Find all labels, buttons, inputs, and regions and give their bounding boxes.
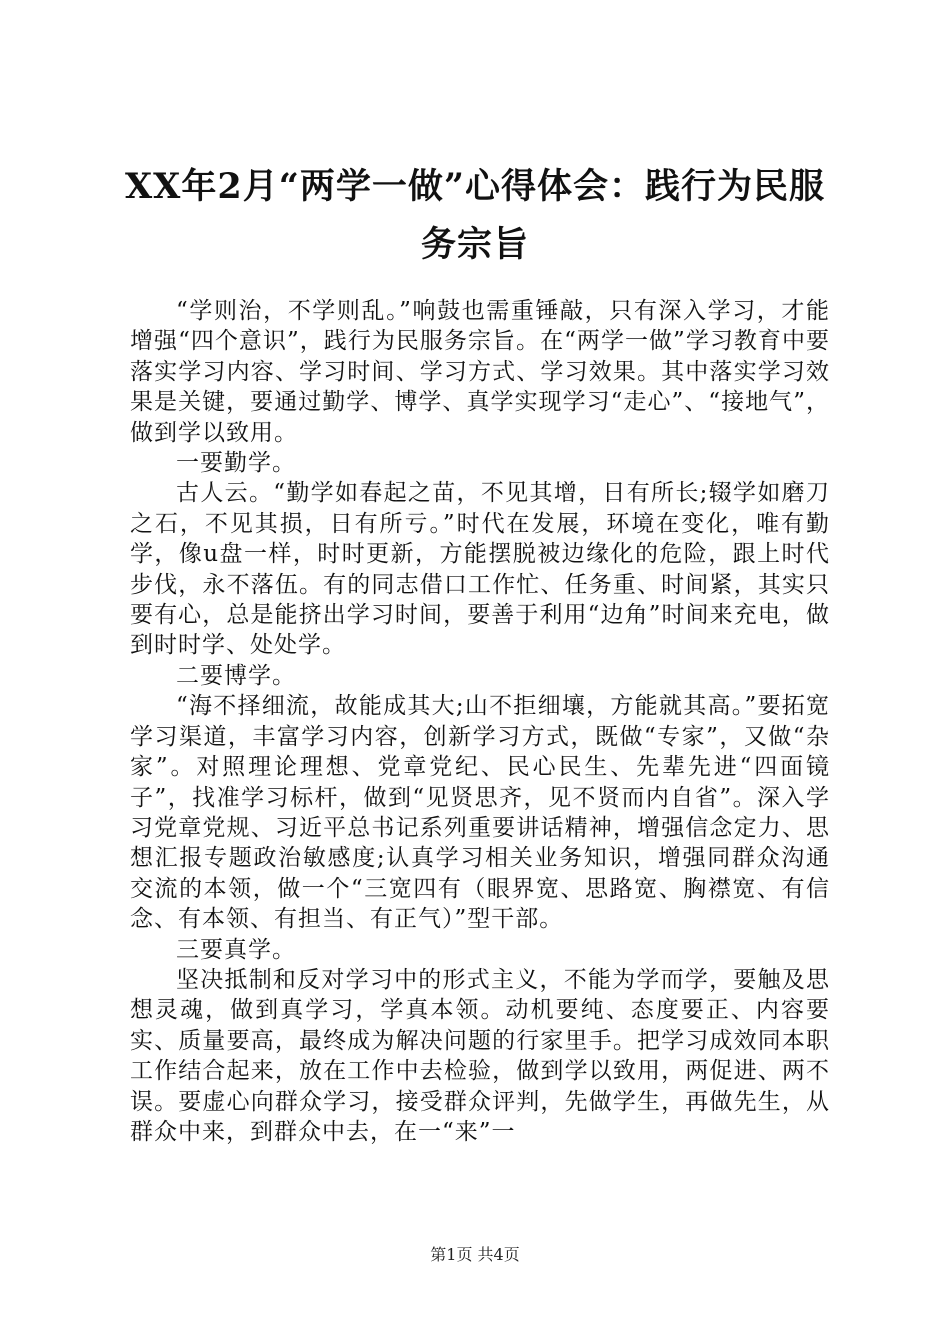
paragraph-intro: “学则治，不学则乱。”响鼓也需重锤敲，只有深入学习，才能增强“四个意识”，践行为民服务宗旨。在“两学一做”学习教育中要落实学习内容、学习时间、学习方式、学习效果。其中落实学习效果是关键，要通过勤学、博学、真学实现学习“走心”、“接地气”，做到学以致用。 xyxy=(130,298,830,446)
document-title: XX年2月“两学一做”心得体会：践行为民服务宗旨 xyxy=(125,166,825,265)
paragraph-genuine-study: 坚决抵制和反对学习中的形式主义，不能为学而学，要触及思想灵魂，做到真学习，学真本领。动机要纯、态度要正、内容要实、质量要高，最终成为解决问题的行家里手。把学习成效同本职工作结合起来，放在工作中去检验，做到学以致用，两促进、两不误。要虚心向群众学习，接受群众评判，先做学生，再做先生，从群众中来，到群众中去，在一“来”一 xyxy=(130,966,830,1145)
document-body xyxy=(130,296,830,1147)
paragraph-diligent-study: 古人云。“勤学如春起之苗，不见其增，日有所长;辍学如磨刀之石，不见其损，日有所亏。”时代在发展，环境在变化，唯有勤学，像u盘一样，时时更新，方能摆脱被边缘化的危险，跟上时代步伐，永不落伍。有的同志借口工作忙、任务重、时间紧，其实只要有心，总是能挤出学习时间，要善于利用“边角”时间来充电，做到时时学、处处学。 xyxy=(130,480,830,659)
section-heading-broad-study: 二要博学。 xyxy=(176,662,296,689)
section-heading-diligent-study: 一要勤学。 xyxy=(176,450,296,477)
page-number-footer: 第1页 共4页 xyxy=(430,1245,520,1264)
section-heading-genuine-study: 三要真学。 xyxy=(176,936,296,963)
paragraph-broad-study: “海不择细流，故能成其大;山不拒细壤，方能就其高。”要拓宽学习渠道，丰富学习内容，创新学习方式，既做“专家”，又做“杂家”。对照理论理想、党章党纪、民心民生、先辈先进“四面镜子”，找准学习标杆，做到“见贤思齐，见不贤而内自省”。深入学习党章党规、习近平总书记系列重要讲话精神，增强信念定力、思想汇报专题政治敏感度;认真学习相关业务知识，增强同群众沟通交流的本领，做一个“三宽四有（眼界宽、思路宽、胸襟宽、有信念、有本领、有担当、有正气）”型干部。 xyxy=(130,693,830,933)
